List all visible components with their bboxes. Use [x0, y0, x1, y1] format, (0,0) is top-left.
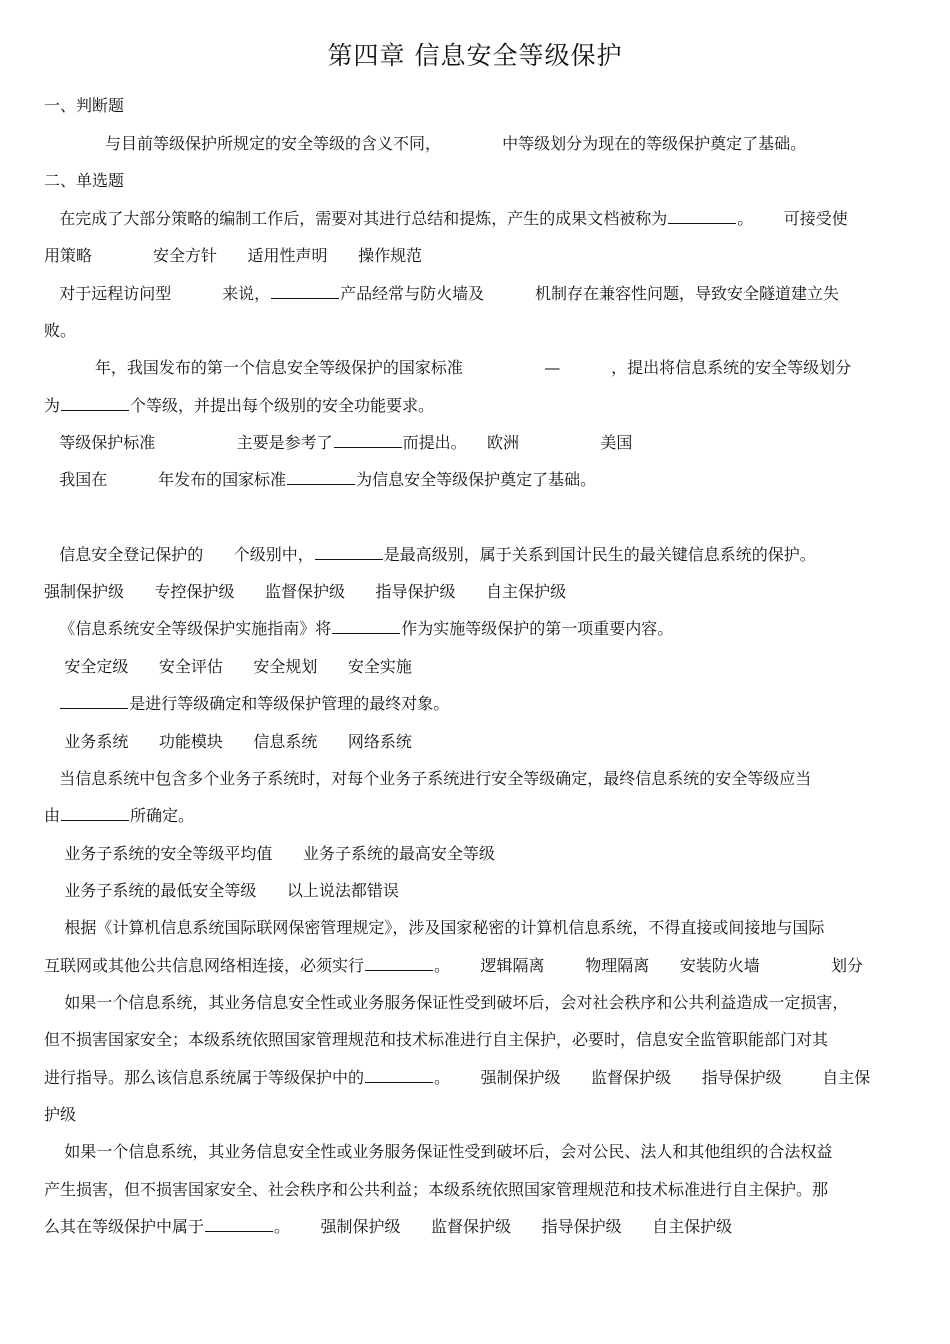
question-line — [44, 432, 632, 454]
question-line: 当信息系统中包含多个业务子系统时，对每个业务子系统进行安全等级确定，最终信息系统的安全等级应当 — [44, 769, 812, 788]
question-line: 年，我国发布的第一个信息安全等级保护的国家标准 — ，提出将信息系统的安全等级划分 — [44, 358, 852, 377]
question-line — [44, 693, 449, 715]
answer-blank — [61, 409, 129, 411]
chapter-title: 第四章 信息安全等级保护 — [327, 41, 623, 70]
question-text: 所确定。 — [130, 806, 195, 825]
question-line — [44, 544, 816, 566]
question-line — [44, 208, 848, 230]
question-text: 。 强制保护级 监督保护级 指导保护级 自主保 — [434, 1068, 871, 1087]
answer-options: 业务子系统的最低安全等级 以上说法都错误 — [44, 881, 399, 900]
answer-options: 安全定级 安全评估 安全规划 安全实施 — [44, 657, 412, 676]
question-line — [44, 395, 434, 417]
question-line: 如果一个信息系统，其业务信息安全性或业务服务保证性受到破坏后，会对公民、法人和其他组织的合法权益 — [44, 1142, 833, 1161]
question-line — [44, 955, 863, 977]
answer-options: 业务系统 功能模块 信息系统 网络系统 — [44, 732, 412, 751]
answer-blank — [334, 446, 402, 448]
section-heading-single-choice: 二、单选题 — [44, 171, 125, 190]
question-text: 我国在 年发布的国家标准 — [44, 470, 287, 489]
answer-options: 用策略 安全方针 适用性声明 操作规范 — [44, 246, 423, 265]
question-line — [44, 283, 839, 305]
question-text: 。 可接受使 — [737, 209, 848, 228]
answer-options: 强制保护级 专控保护级 监督保护级 指导保护级 自主保护级 — [44, 582, 567, 601]
answer-blank — [271, 297, 339, 299]
question-text: 么其在等级保护中属于 — [44, 1217, 205, 1236]
question-line — [44, 1067, 870, 1089]
question-line — [44, 618, 673, 640]
answer-blank — [315, 558, 383, 560]
question-text: 是进行等级确定和等级保护管理的最终对象。 — [129, 694, 450, 713]
question-text: 由 — [44, 806, 61, 825]
question-text: 作为实施等级保护的第一项重要内容。 — [401, 619, 674, 638]
question-text: 。 强制保护级 监督保护级 指导保护级 自主保护级 — [274, 1217, 733, 1236]
answer-blank — [365, 969, 433, 971]
question-text — [44, 694, 59, 713]
answer-options: 业务子系统的安全等级平均值 业务子系统的最高安全等级 — [44, 844, 495, 863]
question-line — [44, 1216, 732, 1238]
question-text: 产品经常与防火墙及 机制存在兼容性问题，导致安全隧道建立失 — [340, 284, 839, 303]
answer-blank — [61, 819, 129, 821]
answer-blank — [60, 707, 128, 709]
question-text: 对于远程访问型 来说， — [44, 284, 271, 303]
question-text: 。 逻辑隔离 物理隔离 安装防火墙 划分 — [434, 956, 863, 975]
question-text: 为信息安全等级保护奠定了基础。 — [356, 470, 597, 489]
answer-blank — [668, 222, 736, 224]
question-line — [44, 805, 194, 827]
question-line: 根据《计算机信息系统国际联网保密管理规定》，涉及国家秘密的计算机信息系统，不得直接或间接地与国际 — [44, 918, 825, 937]
question-text: 而提出。 欧洲 美国 — [402, 433, 633, 452]
question-text: 进行指导。那么该信息系统属于等级保护中的 — [44, 1068, 365, 1087]
answer-blank — [287, 483, 355, 485]
question-continuation: 护级 — [44, 1105, 77, 1124]
question-line: 如果一个信息系统，其业务信息安全性或业务服务保证性受到破坏后，会对社会秩序和公共利益造成一定损害， — [44, 993, 849, 1012]
answer-blank — [205, 1230, 273, 1232]
question-line: 产生损害，但不损害国家安全、社会秩序和公共利益；本级系统依照国家管理规范和技术标准进行自主保护。那 — [44, 1180, 829, 1199]
question-text: 等级保护标准 主要是参考了 — [44, 433, 333, 452]
question-continuation: 败。 — [44, 321, 77, 340]
question-text: 与目前等级保护所规定的安全等级的含义不同， 中等级划分为现在的等级保护奠定了基础。 — [44, 134, 807, 153]
question-text: 为 — [44, 396, 61, 415]
question-text: 在完成了大部分策略的编制工作后，需要对其进行总结和提炼，产生的成果文档被称为 — [44, 209, 668, 228]
question-text: 个等级，并提出每个级别的安全功能要求。 — [130, 396, 435, 415]
question-line — [44, 133, 806, 155]
question-text: 是最高级别，属于关系到国计民生的最关键信息系统的保护。 — [383, 545, 816, 564]
question-text: 信息安全登记保护的 个级别中， — [44, 545, 314, 564]
answer-blank — [332, 632, 400, 634]
question-text: 互联网或其他公共信息网络相连接，必须实行 — [44, 956, 365, 975]
question-line — [44, 469, 596, 491]
question-text: 《信息系统安全等级保护实施指南》将 — [44, 619, 332, 638]
question-line: 但不损害国家安全；本级系统依照国家管理规范和技术标准进行自主保护，必要时，信息安全监管职能部门对其 — [44, 1030, 829, 1049]
section-heading-true-false: 一、判断题 — [44, 96, 125, 115]
answer-blank — [365, 1081, 433, 1083]
